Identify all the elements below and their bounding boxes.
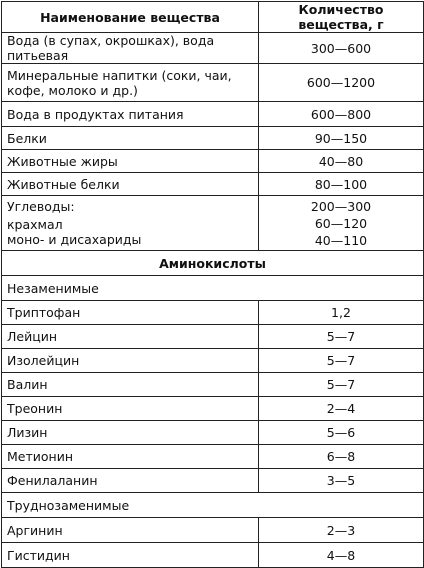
- amino-name: Валин: [2, 373, 259, 397]
- amino-amount: 2—4: [259, 397, 424, 421]
- substance-name: Вода (в супах, окрошках), вода питьевая: [2, 33, 259, 64]
- table-row: [2, 150, 424, 173]
- amino-name: Гистидин: [2, 543, 259, 568]
- amino-name: Аргинин: [2, 518, 259, 543]
- amino-amount: 1,2: [259, 301, 424, 325]
- amino-amount: 2—3: [259, 518, 424, 543]
- carbs-sub-amount: 60—120: [314, 215, 368, 231]
- subsection-row: [2, 493, 424, 518]
- substance-amount: 90—150: [259, 127, 424, 150]
- amino-acids-title: Аминокислоты: [2, 251, 424, 276]
- substance-name: Минеральные напитки (соки, чаи, кофе, молоко и др.): [2, 64, 259, 102]
- amino-name: Лизин: [2, 421, 259, 445]
- carbs-sub-name: крахмал: [7, 217, 63, 232]
- table-row: [2, 518, 424, 543]
- substance-name: Вода в продуктах питания: [2, 102, 259, 127]
- table-row: [2, 469, 424, 493]
- table-row: [2, 445, 424, 469]
- amino-name: Триптофан: [2, 301, 259, 325]
- carbs-sub-amount: 40—110: [314, 232, 368, 248]
- carbs-row: [2, 196, 424, 251]
- amino-name: Лейцин: [2, 325, 259, 349]
- substance-amount: 80—100: [259, 173, 424, 196]
- substance-amount: 40—80: [259, 150, 424, 173]
- header-amount: Количество вещества, г: [259, 2, 424, 33]
- table-row: [2, 127, 424, 150]
- amino-amount: 5—7: [259, 349, 424, 373]
- table-row: [2, 349, 424, 373]
- table-row: [2, 102, 424, 127]
- substance-name: Животные жиры: [2, 150, 259, 173]
- substance-name: Животные белки: [2, 173, 259, 196]
- amino-amount: 5—6: [259, 421, 424, 445]
- amino-name: Фенилаланин: [2, 469, 259, 493]
- subsection-row: [2, 276, 424, 301]
- carbs-name: Углеводы:: [7, 199, 75, 214]
- header-name: Наименование вещества: [2, 2, 259, 33]
- amino-name: Изолейцин: [2, 349, 259, 373]
- substance-amount: 300—600: [259, 33, 424, 64]
- carbs-names: [2, 196, 259, 251]
- table-row: [2, 397, 424, 421]
- amino-name: Треонин: [2, 397, 259, 421]
- table-row: [2, 373, 424, 397]
- carbs-amount: 200—300: [310, 198, 372, 214]
- amino-name: Метионин: [2, 445, 259, 469]
- amino-amount: 4—8: [259, 543, 424, 568]
- table-row: [2, 64, 424, 102]
- substance-amount: 600—800: [259, 102, 424, 127]
- table-row: [2, 173, 424, 196]
- table-row: [2, 325, 424, 349]
- semi-essential-title: Труднозаменимые: [2, 493, 424, 518]
- amino-amount: 6—8: [259, 445, 424, 469]
- table-row: [2, 543, 424, 568]
- amino-amount: 5—7: [259, 325, 424, 349]
- table-row: [2, 421, 424, 445]
- essential-title: Незаменимые: [2, 276, 424, 301]
- carbs-amounts: [259, 196, 424, 251]
- carbs-sub-name: моно- и дисахариды: [7, 232, 142, 247]
- section-row: [2, 251, 424, 276]
- table-row: [2, 33, 424, 64]
- table-row: [2, 301, 424, 325]
- header-row: [2, 2, 424, 33]
- substance-name: Белки: [2, 127, 259, 150]
- amino-amount: 3—5: [259, 469, 424, 493]
- amino-amount: 5—7: [259, 373, 424, 397]
- nutrients-table: [1, 1, 424, 568]
- substance-amount: 600—1200: [259, 64, 424, 102]
